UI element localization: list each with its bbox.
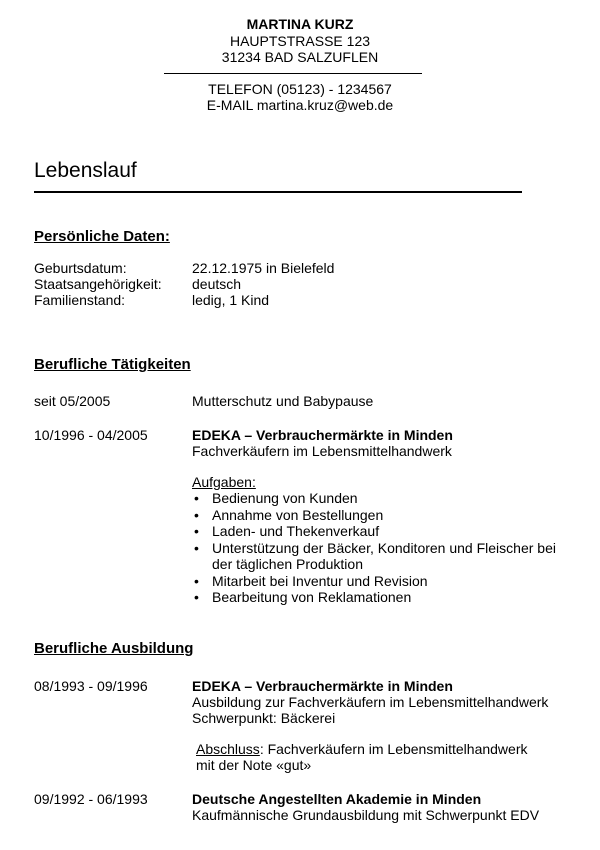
task-text: Annahme von Bestellungen [212,506,384,523]
tasks-list [192,490,572,606]
degree-label: Abschluss [196,741,260,757]
list-item [192,540,572,572]
bullet-icon: • [194,523,199,540]
task-text: Bedienung von Kunden [212,490,358,506]
label-marital-status: Familienstand: [34,292,126,308]
document-title: Lebenslauf [34,159,137,182]
value-marital-status: ledig, 1 Kind [192,292,270,308]
list-item [192,490,572,506]
list-item [192,507,572,523]
training-description: Ausbildung zur Fachverkäufern im Lebensmittelhandwerk [192,694,549,710]
degree-line [196,741,528,757]
email-address: E-MAIL martina.kruz@web.de [206,97,394,113]
bullet-icon: • [194,589,199,606]
degree-text: : Fachverkäufern im Lebensmittelhandwerk [259,741,528,757]
degree-grade: mit der Note «gut» [196,757,312,773]
tasks-heading: Aufgaben: [192,474,256,490]
job-position: Fachverkäufern im Lebensmittelhandwerk [192,443,452,459]
list-item [192,523,572,539]
task-text: Laden- und Thekenverkauf [212,523,380,540]
training-institution: Deutsche Angestellten Akademie in Minden [192,791,482,807]
task-text: Bearbeitung von Reklamationen [212,589,412,606]
label-birth-date: Geburtsdatum: [34,260,127,276]
bullet-icon: • [194,540,199,557]
training-period: 09/1992 - 06/1993 [34,791,148,807]
job-employer: EDEKA – Verbrauchermärkte in Minden [192,427,453,443]
job-period: seit 05/2005 [34,393,111,409]
label-nationality: Staatsangehörigkeit: [34,276,162,292]
address-street: HAUPTSTRASSE 123 [229,33,371,49]
section-heading-personal: Persönliche Daten: [34,228,170,245]
title-divider [34,191,522,193]
task-text: Unterstützung der Bäcker, Konditoren und Fleischer bei der täglichen Produktion [212,540,556,573]
section-heading-training: Berufliche Ausbildung [34,640,194,657]
training-period: 08/1993 - 09/1996 [34,678,148,694]
job-description: Mutterschutz und Babypause [192,393,374,409]
contact-divider [164,73,422,74]
list-item [192,589,572,605]
task-text: Mitarbeit bei Inventur und Revision [212,572,428,589]
bullet-icon: • [194,490,199,506]
bullet-icon: • [194,506,199,523]
list-item [192,573,572,589]
job-period: 10/1996 - 04/2005 [34,427,148,443]
applicant-name: MARTINA KURZ [246,16,354,32]
section-heading-jobs: Berufliche Tätigkeiten [34,356,191,373]
value-birth-date: 22.12.1975 in Bielefeld [192,260,335,276]
address-city: 31234 BAD SALZUFLEN [221,49,379,65]
training-employer: EDEKA – Verbrauchermärkte in Minden [192,678,453,694]
training-description: Kaufmännische Grundausbildung mit Schwerpunkt EDV [192,807,540,823]
phone-number: TELEFON (05123) - 1234567 [208,81,392,97]
value-nationality: deutsch [192,276,242,292]
bullet-icon: • [194,572,199,589]
training-focus: Schwerpunkt: Bäckerei [192,710,336,726]
